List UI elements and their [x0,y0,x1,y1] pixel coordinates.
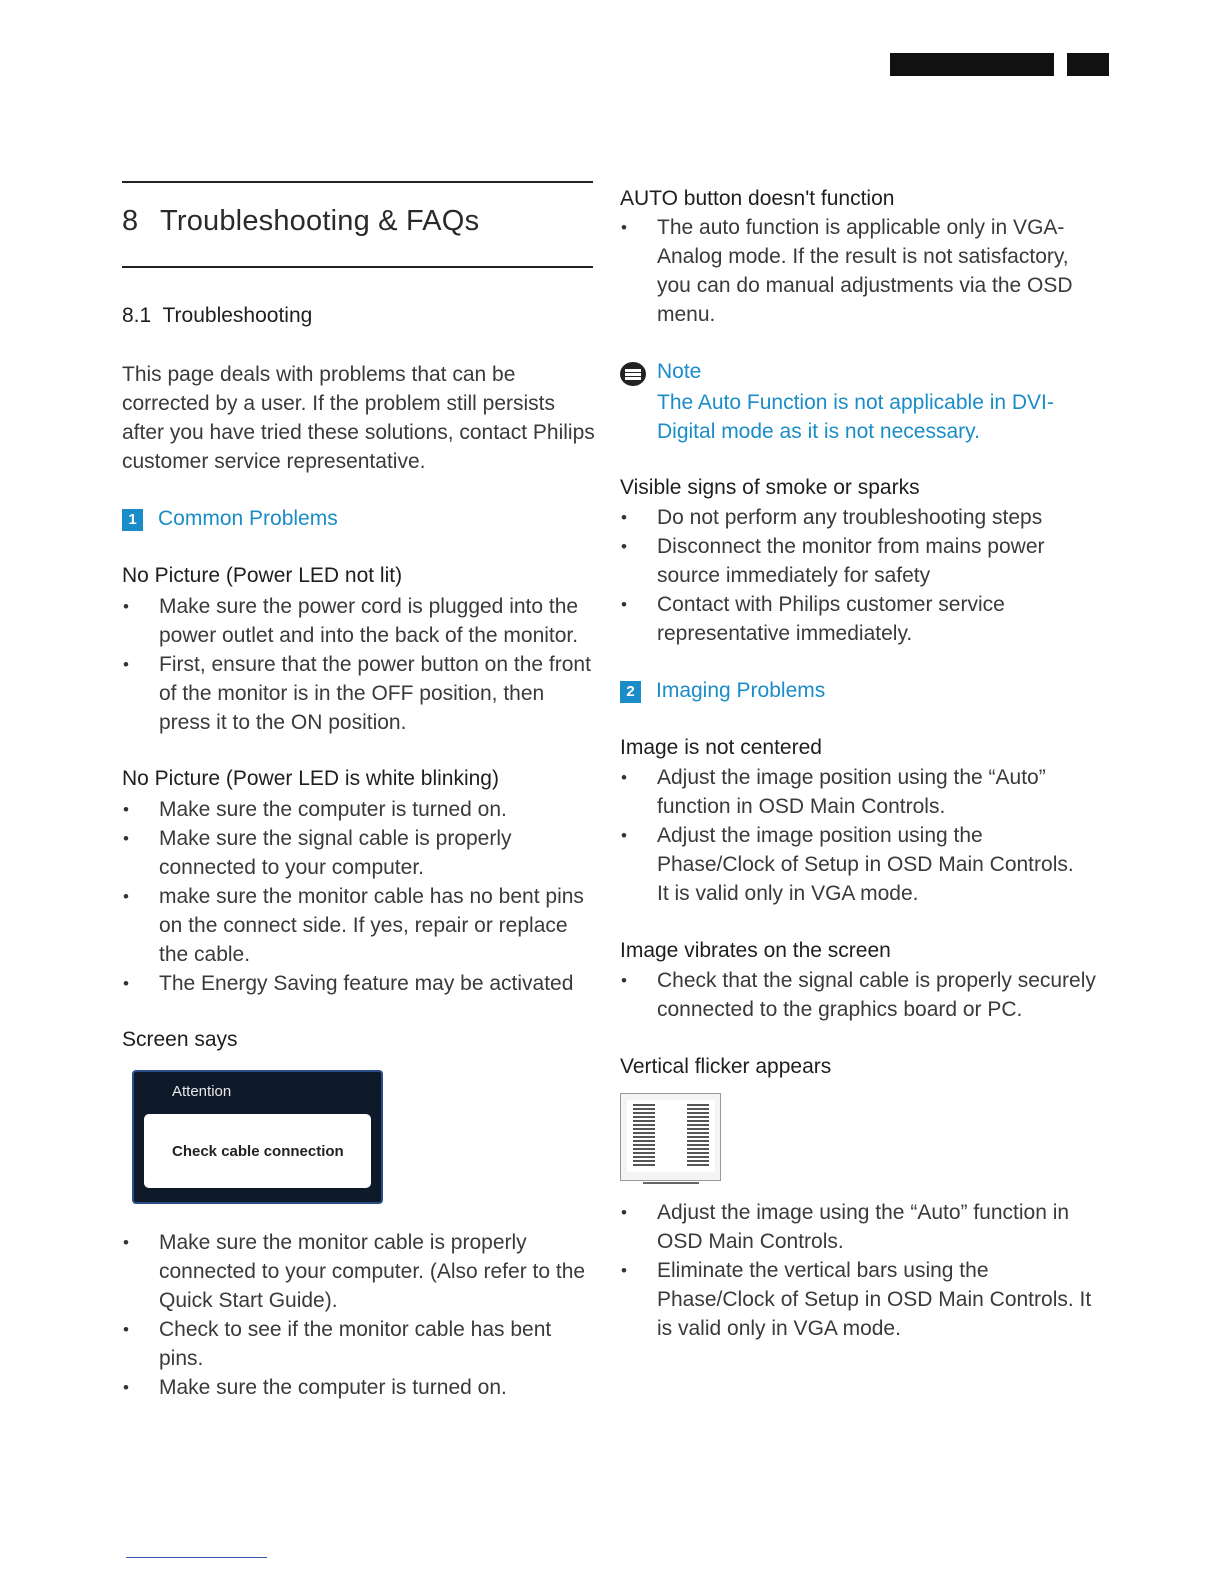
list-item: • The Energy Saving feature may be activated [122,969,596,998]
attention-dialog-image [132,1070,383,1204]
list-item: • Make sure the computer is turned on. [122,1373,596,1402]
footer-rule [126,1557,267,1558]
common-problems-heading [122,507,338,531]
list-item: • Make sure the signal cable is properly connected to your computer. [122,824,596,882]
list-item: • make sure the monitor cable has no bent pins on the connect side. If yes, repair or replace the cable. [122,882,596,969]
attention-dialog-message: Check cable connection [172,1143,344,1160]
chapter-rule-top [122,181,593,183]
section-heading [122,304,312,328]
vibrates-heading: Image vibrates on the screen [620,939,891,962]
chapter-title: Troubleshooting & FAQs [160,205,480,237]
section-badge: 1 [122,509,143,531]
header-bar-small [1067,53,1109,76]
imaging-problems-heading [620,679,825,703]
auto-button-list [620,213,1095,329]
list-item: • Adjust the image position using the Phase/Clock of Setup in OSD Main Controls. It is valid only in VGA mode. [620,821,1080,908]
note-text: The Auto Function is not applicable in DVI-Digital mode as it is not necessary. [657,391,1054,443]
no-picture-led-blinking-list [122,795,596,998]
list-item: • Make sure the computer is turned on. [122,795,596,824]
chapter-number: 8 [122,205,139,237]
list-item: • The auto function is applicable only in VGA-Analog mode. If the result is not satisfactory, you can do manual adjustments via the OSD menu. [620,213,1095,329]
section-title: Troubleshooting [162,304,313,327]
list-item: • Make sure the monitor cable is properly connected to your computer. (Also refer to the Quick Start Guide). [122,1228,596,1315]
section-number: 8.1 [122,304,152,327]
imaging-problems-title: Imaging Problems [656,679,826,702]
list-item: • Check that the signal cable is properly securely connected to the graphics board or PC. [620,966,1100,1024]
list-item: • Do not perform any troubleshooting steps [620,503,1080,532]
monitor-stand [643,1182,699,1184]
no-picture-led-off-list [122,592,596,737]
list-item: • Adjust the image position using the “Auto” function in OSD Main Controls. [620,763,1080,821]
flicker-list [620,1198,1095,1343]
vibrates-list [620,966,1100,1024]
list-item: • Make sure the power cord is plugged into the power outlet and into the back of the monitor. [122,592,596,650]
no-picture-led-off-heading: No Picture (Power LED not lit) [122,564,403,587]
intro-paragraph: This page deals with problems that can be corrected by a user. If the problem still persists after you have tried these solutions, contact Philips customer service representative. [122,363,595,473]
list-item: • Eliminate the vertical bars using the Phase/Clock of Setup in OSD Main Controls. It is valid only in VGA mode. [620,1256,1095,1343]
flicker-monitor-image [620,1093,721,1181]
attention-dialog-title: Attention [172,1083,232,1100]
vertical-bars [633,1104,655,1166]
not-centered-heading: Image is not centered [620,736,822,759]
common-problems-title: Common Problems [158,507,338,530]
list-item: • First, ensure that the power button on the front of the monitor is in the OFF position, then press it to the ON position. [122,650,596,737]
screen-says-list [122,1228,596,1402]
list-item: • Check to see if the monitor cable has bent pins. [122,1315,596,1373]
note-icon [620,362,646,386]
header-bar [890,53,1054,76]
list-item: • Disconnect the monitor from mains power source immediately for safety [620,532,1080,590]
list-item: • Contact with Philips customer service representative immediately. [620,590,1080,648]
chapter-heading [122,205,479,238]
screen-says-heading: Screen says [122,1028,238,1051]
smoke-sparks-heading: Visible signs of smoke or sparks [620,476,920,499]
vertical-bars [687,1104,709,1166]
flicker-heading: Vertical flicker appears [620,1055,832,1078]
not-centered-list [620,763,1080,908]
smoke-sparks-list [620,503,1080,648]
attention-dialog-box [144,1114,371,1188]
chapter-rule-bottom [122,266,593,268]
no-picture-led-blinking-heading: No Picture (Power LED is white blinking) [122,767,499,790]
note-title: Note [657,360,702,383]
section-badge: 2 [620,681,641,703]
monitor-screen [627,1100,715,1172]
list-item: • Adjust the image using the “Auto” function in OSD Main Controls. [620,1198,1095,1256]
auto-button-heading: AUTO button doesn't function [620,187,895,210]
